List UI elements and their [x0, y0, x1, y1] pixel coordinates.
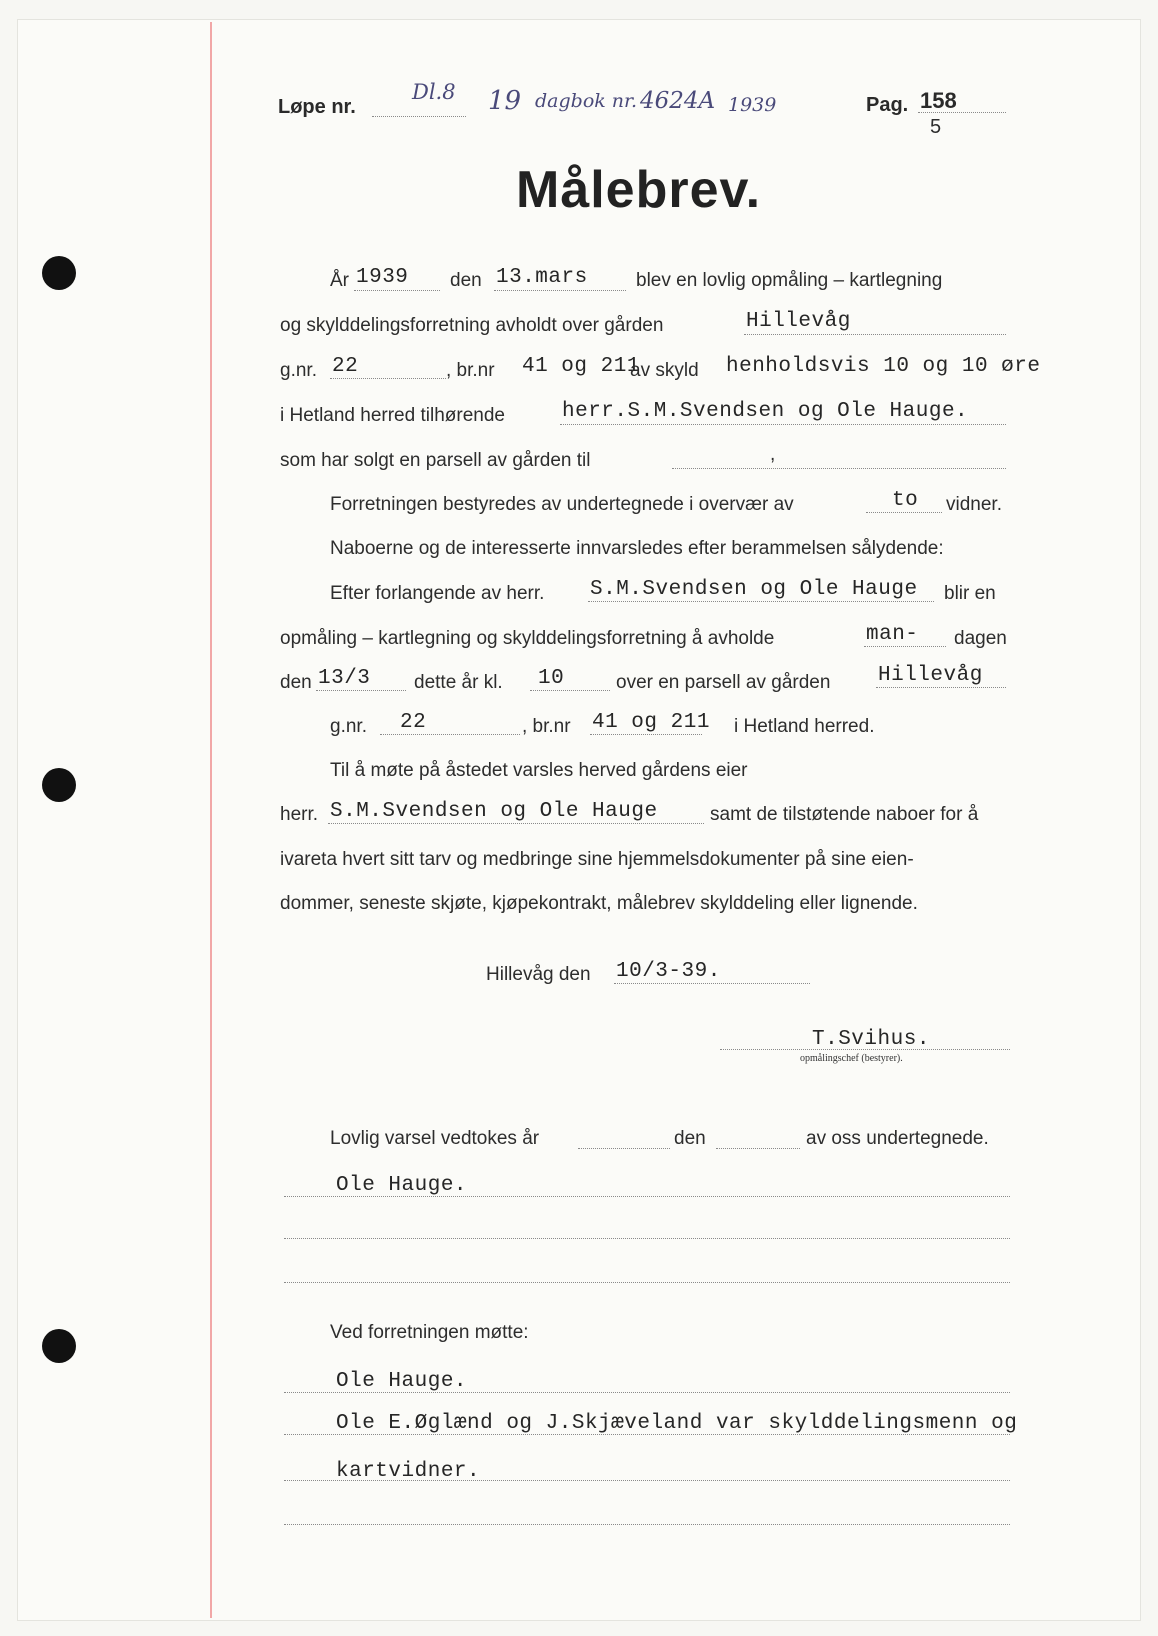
notice-den-label: den [674, 1128, 706, 1149]
punch-hole-bottom [42, 1329, 76, 1363]
notice-sign-line-1 [284, 1196, 1010, 1197]
buyer-value: , [770, 444, 776, 465]
para3-text2: Efter forlangende av herr. [330, 583, 545, 604]
attendance-line2: Ole E.Øglænd og J.Skjæveland var skylddelingsmenn og [336, 1412, 1018, 1435]
attendance-rule-1 [284, 1392, 1010, 1393]
sign-date-line [614, 983, 810, 984]
den-label: den [450, 270, 482, 291]
para3-text4: opmåling – kartlegning og skylddelingsforretning å avholde [280, 628, 775, 649]
farm-line [744, 334, 1006, 335]
journal-note-a: Dl.8 [412, 80, 456, 104]
para1-text2: og skylddelingsforretning avholdt over gården [280, 315, 664, 336]
requesters-value: S.M.Svendsen og Ole Hauge [590, 578, 918, 601]
para3-gnr: 22 [400, 711, 427, 734]
ar-label: År [330, 270, 349, 291]
brnr-value: 41 og 211 [522, 355, 640, 378]
para3-text7: over en parsell av gården [616, 672, 831, 693]
margin-rule [210, 22, 212, 1618]
para3-brnr-label: , br.nr [522, 716, 571, 737]
notice-signer1: Ole Hauge. [336, 1174, 468, 1197]
meeting-time-line [530, 690, 610, 691]
notice-date-line [716, 1148, 800, 1149]
journal-number: 4624A [640, 88, 716, 114]
para1-text1: blev en lovlig opmåling – kartlegning [636, 270, 943, 291]
para3-brnr-line [590, 734, 702, 735]
attendance-rule-3 [284, 1480, 1010, 1481]
weekday-line [864, 646, 946, 647]
requesters-line [588, 601, 934, 602]
skyld-value: henholdsvis 10 og 10 øre [726, 355, 1041, 378]
para2-text1: Forretningen bestyredes av undertegnede i overvær av [330, 494, 794, 515]
para3-text5: dagen [954, 628, 1007, 649]
signer-role: opmålingschef (bestyrer). [800, 1053, 903, 1064]
para3-text3: blir en [944, 583, 996, 604]
date-value: 13.mars [496, 266, 588, 289]
notice-text1: Lovlig varsel vedtokes år [330, 1128, 540, 1149]
notice-sign-line-3 [284, 1282, 1010, 1283]
gnr-line [330, 378, 446, 379]
owners-value: herr.S.M.Svendsen og Ole Hauge. [562, 400, 969, 423]
notice-sign-line-2 [284, 1238, 1010, 1239]
farm-value: Hillevåg [746, 310, 851, 333]
para3-brnr: 41 og 211 [592, 711, 710, 734]
para3-gnr-line [380, 734, 520, 735]
page-label: Pag. [866, 94, 909, 116]
para4-owners: S.M.Svendsen og Ole Hauge [330, 800, 658, 823]
attendance-line3: kartvidner. [336, 1460, 481, 1483]
witness-count: to [892, 489, 919, 512]
para2-text2: vidner. [946, 494, 1002, 515]
journal-note-b: 19 [488, 86, 522, 116]
para3-text1: Naboerne og de interesserte innvarsledes efter berammelsen sålydende: [330, 538, 944, 559]
owners-line [560, 424, 1006, 425]
para1-text4: som har solgt en parsell av gården til [280, 450, 591, 471]
sign-place-label: Hillevåg den [486, 964, 591, 985]
signer-name: T.Svihus. [812, 1028, 930, 1051]
page-sub: 5 [930, 116, 942, 138]
attendance-rule-4 [284, 1524, 1010, 1525]
notice-year-line [578, 1148, 670, 1149]
para3-den-label: den [280, 672, 312, 693]
skyld-label: av skyld [630, 360, 699, 381]
punch-hole-middle [42, 768, 76, 802]
para3-farm: Hillevåg [878, 664, 983, 687]
para4-text4: dommer, seneste skjøte, kjøpekontrakt, målebrev skylddeling eller lignende. [280, 893, 918, 914]
lope-nr-label: Løpe nr. [278, 96, 356, 118]
page-line [918, 112, 1006, 113]
para4-herr-label: herr. [280, 804, 319, 825]
signature-line [720, 1049, 1010, 1050]
date-line [494, 290, 626, 291]
gnr-label: g.nr. [280, 360, 317, 381]
attendance-rule-2 [284, 1434, 1010, 1435]
para4-text3: ivareta hvert sitt tarv og medbringe sine hjemmelsdokumenter på sine eien- [280, 849, 914, 870]
para3-gnr-label: g.nr. [330, 716, 367, 737]
page-number: 158 [920, 88, 957, 113]
witness-line [866, 512, 942, 513]
notice-text2: av oss undertegnede. [806, 1128, 989, 1149]
weekday-value: man- [866, 623, 919, 646]
year-value: 1939 [356, 266, 409, 289]
para3-text6: dette år kl. [414, 672, 503, 693]
meeting-date-line [316, 690, 406, 691]
para1-text3: i Hetland herred tilhørende [280, 405, 505, 426]
gnr-value: 22 [332, 355, 359, 378]
meeting-date: 13/3 [318, 667, 371, 690]
para3-text8: i Hetland herred. [734, 716, 875, 737]
buyer-line [672, 468, 1006, 469]
page-title: Målebrev. [516, 161, 762, 219]
attendance-line1: Ole Hauge. [336, 1370, 468, 1393]
lope-nr-line [372, 116, 466, 117]
para4-owners-line [328, 823, 704, 824]
sign-date: 10/3-39. [616, 960, 721, 983]
para4-text1: Til å møte på åstedet varsles herved gårdens eier [330, 760, 748, 781]
meeting-time: 10 [538, 667, 565, 690]
attendance-label: Ved forretningen møtte: [330, 1322, 529, 1343]
para4-text2: samt de tilstøtende naboer for å [710, 804, 979, 825]
year-line [354, 290, 440, 291]
para3-farm-line [876, 687, 1006, 688]
brnr-label: , br.nr [446, 360, 495, 381]
journal-year: 1939 [728, 94, 777, 116]
journal-note-c: dagbok nr. [535, 90, 638, 112]
punch-hole-top [42, 256, 76, 290]
